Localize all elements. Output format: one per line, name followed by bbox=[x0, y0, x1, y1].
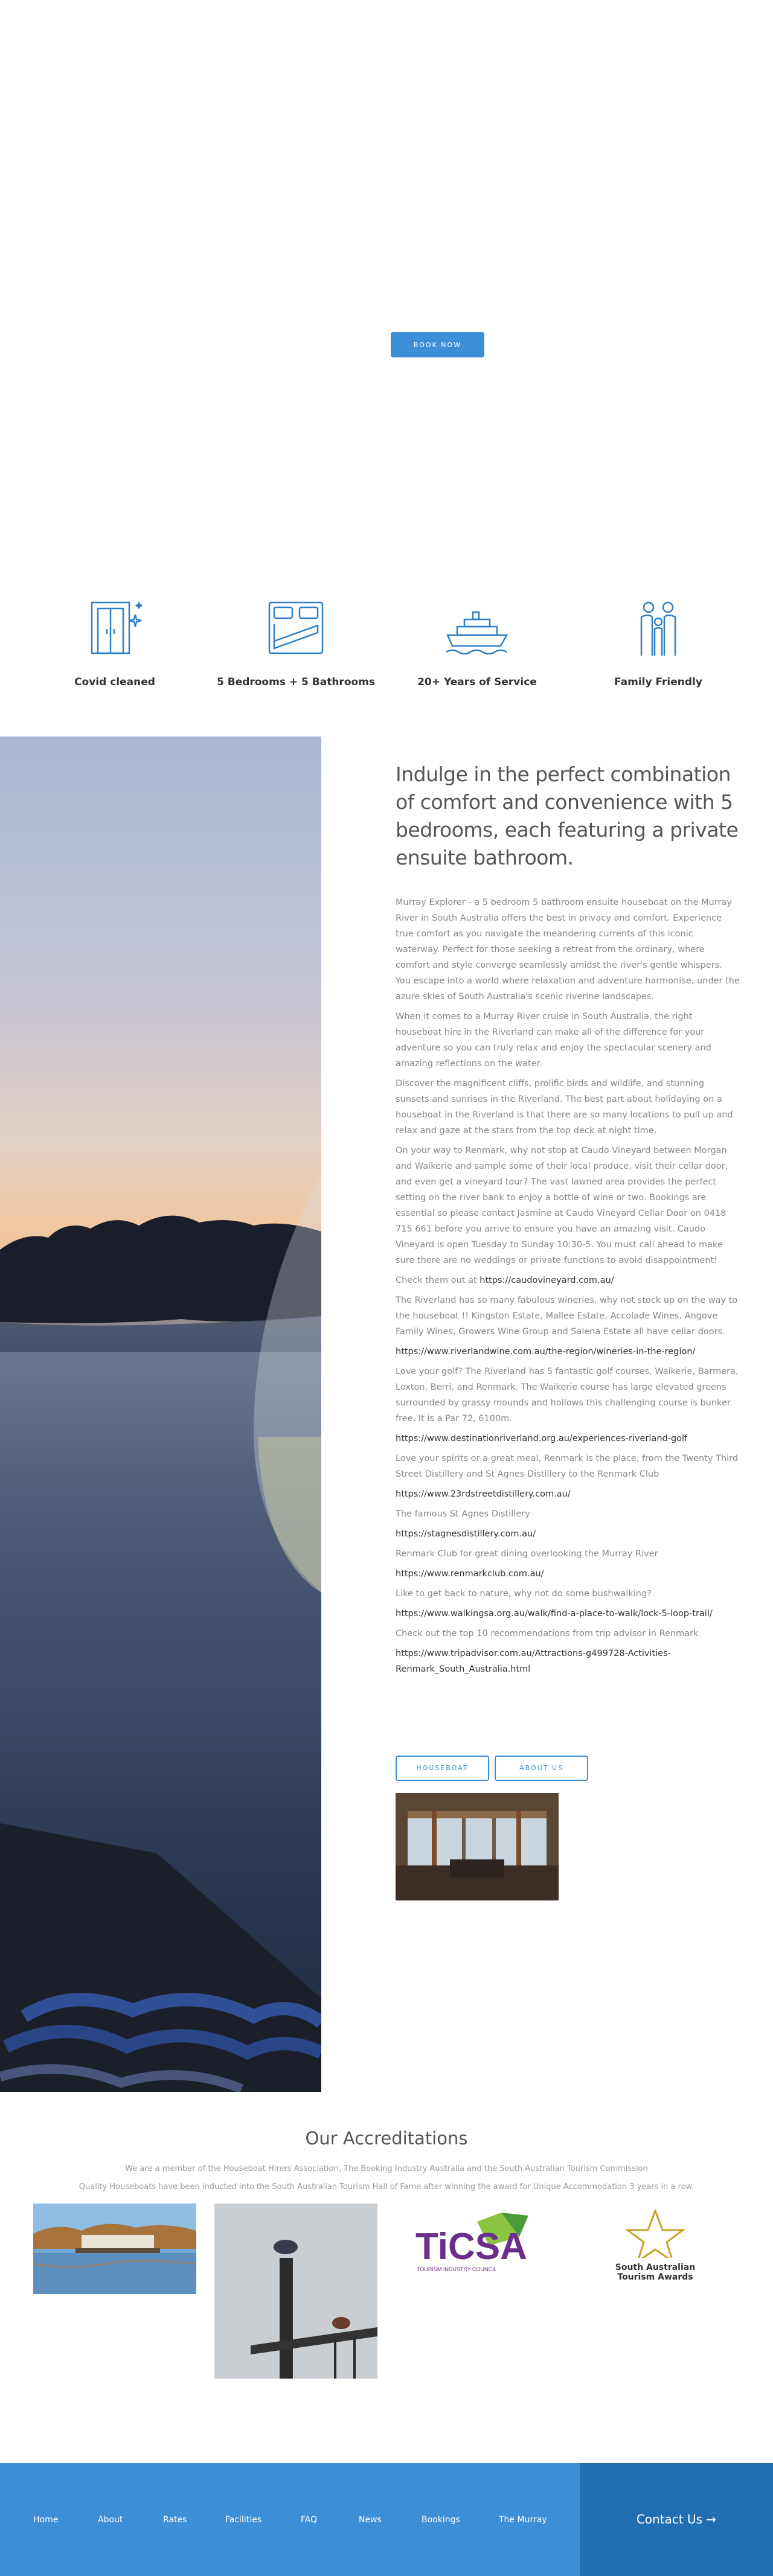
feature-covid bbox=[24, 598, 205, 688]
external-link[interactable]: https://www.23rdstreetdistillery.com.au/ bbox=[396, 1489, 571, 1499]
external-link[interactable]: https://www.renmarkclub.com.au/ bbox=[396, 1569, 544, 1579]
description-paragraph bbox=[396, 1009, 740, 1072]
hero-section bbox=[0, 0, 773, 567]
description-paragraph bbox=[396, 1451, 740, 1482]
main-content bbox=[396, 761, 740, 1900]
feature-title: 20+ Years of Service bbox=[417, 676, 537, 688]
houseboat-hirers-photo bbox=[33, 2204, 196, 2294]
paragraph-text: Renmark Club for great dining overlooking the Murray River bbox=[396, 1549, 658, 1559]
feature-title: 5 Bedrooms + 5 Bathrooms bbox=[216, 676, 376, 688]
houseboat-interior-thumbnail[interactable] bbox=[396, 1793, 559, 1900]
external-link[interactable]: https://caudovineyard.com.au/ bbox=[480, 1276, 614, 1285]
accreditations-section bbox=[0, 2092, 773, 2463]
paragraph-text: The famous St Agnes Distillery bbox=[396, 1509, 530, 1519]
feature-title: Family Friendly bbox=[614, 676, 702, 688]
gold-star-icon bbox=[604, 2210, 707, 2258]
description-paragraph bbox=[396, 1364, 740, 1427]
swallows-photo bbox=[214, 2204, 377, 2379]
houseboat-tab[interactable]: HOUSEBOAT bbox=[396, 1756, 489, 1781]
bed-icon bbox=[266, 598, 326, 658]
features-section bbox=[0, 567, 773, 737]
award-title-line1: South Australian bbox=[615, 2263, 696, 2272]
award-title-line2: Tourism Awards bbox=[617, 2272, 693, 2282]
external-link[interactable] bbox=[396, 1526, 740, 1542]
external-link[interactable]: https://www.riverlandwine.com.au/the-region/wineries-in-the-region/ bbox=[396, 1347, 696, 1357]
paragraph-text: When it comes to a Murray River cruise in South Australia, the right houseboat hire in the Riverland can make all of the difference for your adventure so you can truly relax and enjoy the spectacular scenery and amazing reflections on the water. bbox=[396, 1012, 711, 1069]
external-link[interactable]: https://www.walkingsa.org.au/walk/find-a-place-to-walk/lock-5-loop-trail/ bbox=[396, 1609, 713, 1619]
ticsa-logo bbox=[411, 2210, 531, 2282]
external-link[interactable]: https://www.tripadvisor.com.au/Attractions-g499728-Activities-Renmark_South_Australia.html bbox=[396, 1649, 671, 1674]
nav-about[interactable]: About bbox=[98, 2515, 123, 2525]
description-paragraph bbox=[396, 895, 740, 1005]
external-link[interactable] bbox=[396, 1431, 740, 1446]
sa-tourism-awards-logo bbox=[604, 2210, 707, 2288]
nav-the-murray[interactable]: The Murray bbox=[499, 2515, 547, 2525]
footer-nav bbox=[0, 2463, 580, 2576]
main-headline: Indulge in the perfect combination of comfort and convenience with 5 bedrooms, each featuring a private ensuite bathroom. bbox=[396, 762, 739, 869]
paragraph-text: Discover the magnificent cliffs, prolific birds and wildlife, and stunning sunsets and sunrises in the Riverland. The best part about holidaying on a houseboat in the Riverland is that there are so many locations to pull up and relax and gaze at the stars from the top deck at night time. bbox=[396, 1079, 733, 1136]
description-paragraph bbox=[396, 1626, 740, 1641]
description-paragraph bbox=[396, 1076, 740, 1139]
nav-home[interactable]: Home bbox=[33, 2515, 59, 2525]
description-paragraph bbox=[396, 1506, 740, 1522]
dock-rope-image bbox=[0, 1817, 321, 2092]
paragraph-text: The Riverland has so many fabulous wineries, why not stock up on the way to the houseboat !! Kingston Estate, Mallee Estate, Accolade Wines, Angove Family Wines, Growers Wine Group and Salena Estate all have cellar doors. bbox=[396, 1296, 738, 1337]
accreditations-text-2: Quality Houseboats have been inducted into the South Australian Tourism Hall of Fame after winning the award for Unique Accommodation 3 years in a row. bbox=[79, 2182, 694, 2191]
external-link[interactable] bbox=[396, 1646, 740, 1677]
paragraph-text: Check out the top 10 recommendations from trip advisor in Renmark bbox=[396, 1629, 699, 1638]
description-paragraph bbox=[396, 1143, 740, 1268]
description-paragraph bbox=[396, 1546, 740, 1562]
contact-us-button[interactable]: Contact Us → bbox=[580, 2463, 773, 2576]
paragraph-text: Love your spirits or a great meal, Renmark is the place, from the Twenty Third Street Distillery and St Agnes Distillery to the Renmark Club bbox=[396, 1454, 739, 1479]
description-paragraph bbox=[396, 1293, 740, 1340]
boat-icon bbox=[444, 598, 510, 658]
ticsa-wordmark: TiCSA bbox=[415, 2226, 527, 2268]
description-paragraph bbox=[396, 1273, 740, 1288]
external-link[interactable]: https://stagnesdistillery.com.au/ bbox=[396, 1529, 536, 1539]
book-now-button[interactable]: BOOK NOW bbox=[391, 332, 484, 357]
description-paragraphs bbox=[396, 895, 740, 1677]
feature-title: Covid cleaned bbox=[74, 676, 155, 688]
feature-family bbox=[568, 598, 749, 688]
nav-facilities[interactable]: Facilities bbox=[225, 2515, 261, 2525]
nav-rates[interactable]: Rates bbox=[163, 2515, 187, 2525]
sunset-river-photo bbox=[0, 737, 321, 2092]
paragraph-text: On your way to Renmark, why not stop at Caudo Vineyard between Morgan and Waikerie and sample some of their local produce, visit their cellar door, and even get a vineyard tour? The vast lawned area provides the perfect setting on the river bank to enjoy a bottle of wine or two. Bookings are essential so please contact Jasmine at Caudo Vineyard Cellar Door on 0418 715 661 before you arrive to ensure you have an amazing visit. Caudo Vineyard is open Tuesday to Sunday 10:30-5. You must call ahead to make sure there are no weddings or private functions to avoid disappointment! bbox=[396, 1146, 728, 1265]
description-paragraph bbox=[396, 1586, 740, 1602]
door-sparkle-icon bbox=[85, 598, 145, 658]
external-link[interactable] bbox=[396, 1486, 740, 1502]
paragraph-text: Like to get back to nature, why not do some bushwalking? bbox=[396, 1589, 652, 1599]
feature-service bbox=[386, 598, 568, 688]
external-link[interactable] bbox=[396, 1566, 740, 1582]
accreditations-title: Our Accreditations bbox=[305, 2128, 468, 2149]
paragraph-text: Check them out at bbox=[396, 1276, 480, 1285]
external-link[interactable] bbox=[396, 1606, 740, 1622]
external-link[interactable]: https://www.destinationriverland.org.au/experiences-riverland-golf bbox=[396, 1434, 688, 1443]
nav-news[interactable]: News bbox=[359, 2515, 382, 2525]
wine-glass-image bbox=[239, 1171, 321, 1835]
family-icon bbox=[628, 598, 688, 658]
feature-bedrooms bbox=[205, 598, 386, 688]
tab-buttons bbox=[396, 1756, 740, 1781]
main-section bbox=[0, 737, 773, 2092]
external-link[interactable] bbox=[396, 1344, 740, 1360]
site-footer bbox=[0, 2463, 773, 2576]
paragraph-text: Love your golf? The Riverland has 5 fantastic golf courses, Waikerie, Barmera, Loxton, Berri, and Renmark. The Waikerie course has large elevated greens surrounded by grassy mounds and hollows this challenging course is bunker free. It is a Par 72, 6100m. bbox=[396, 1367, 739, 1424]
about-us-tab[interactable]: ABOUT US bbox=[495, 1756, 588, 1781]
nav-faq[interactable]: FAQ bbox=[301, 2515, 318, 2525]
interior-photo bbox=[396, 1793, 559, 1900]
accreditations-text-1: We are a member of the Houseboat Hirers Association, The Booking Industry Australia and the South Australian Tourism Commission bbox=[125, 2164, 648, 2173]
ticsa-subtitle: TOURISM INDUSTRY COUNCIL bbox=[417, 2266, 497, 2272]
nav-bookings[interactable]: Bookings bbox=[422, 2515, 460, 2525]
paragraph-text: Murray Explorer - a 5 bedroom 5 bathroom ensuite houseboat on the Murray River in South Australia offers the best in privacy and comfort. Experience true comfort as you navigate the meandering currents of this iconic waterway. Perfect for those seeking a retreat from the ordinary, where comfort and style converge seamlessly amidst the river's gentle whispers. You escape into a world where relaxation and adventure harmonise, under the azure skies of South Australia's scenic riverine landscapes. bbox=[396, 898, 740, 1002]
